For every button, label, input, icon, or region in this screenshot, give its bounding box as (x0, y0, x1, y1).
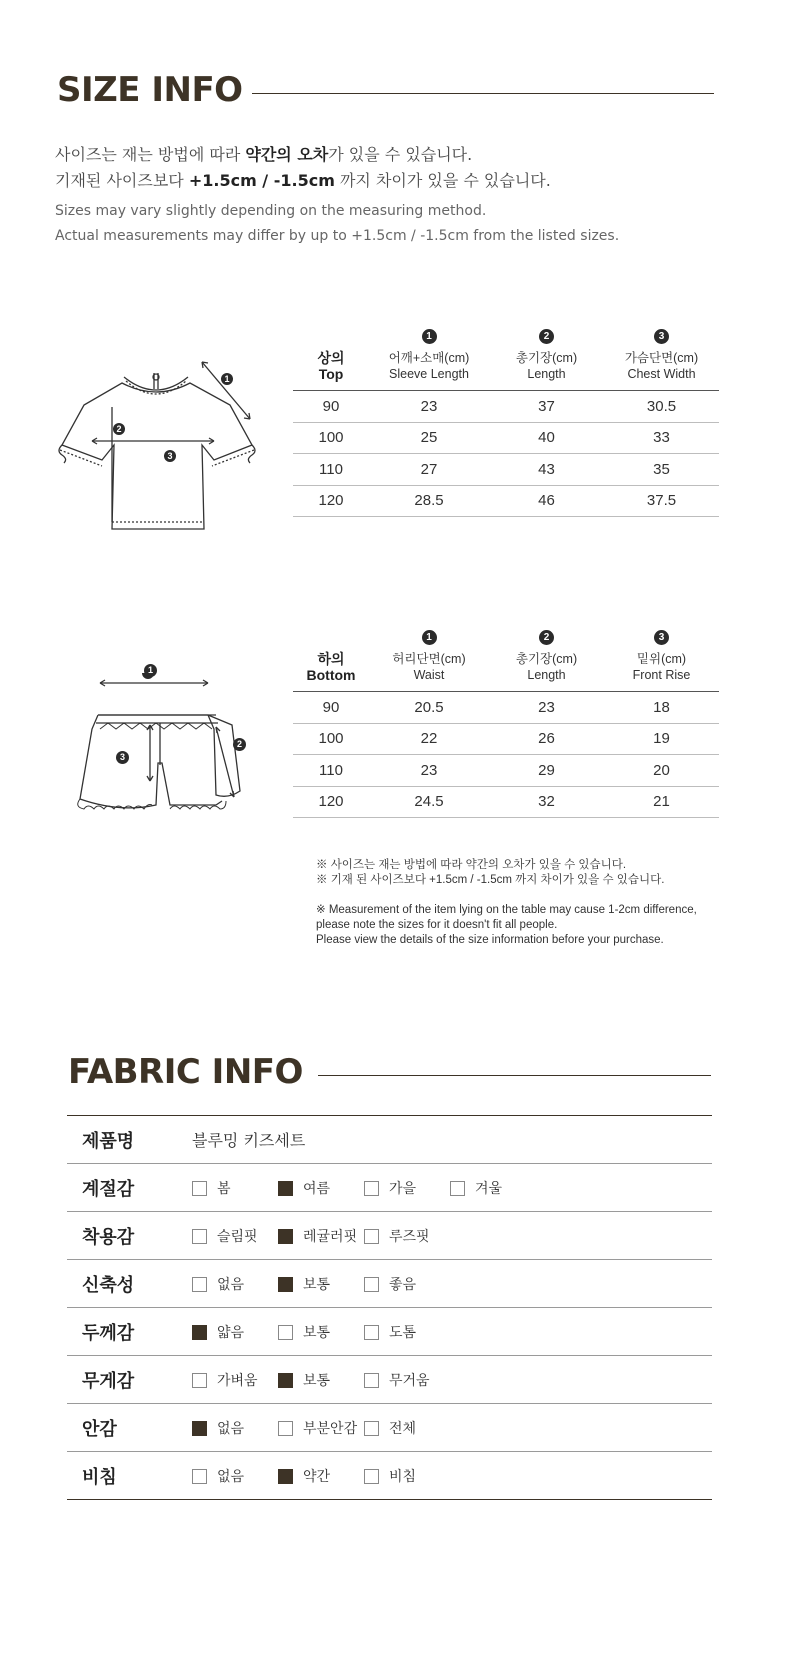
unchecked-box-icon[interactable] (450, 1181, 465, 1196)
checkbox-option[interactable] (364, 1322, 450, 1342)
checkbox-option[interactable] (278, 1418, 364, 1438)
checkbox-option[interactable] (192, 1418, 278, 1438)
fabric-row (67, 1260, 712, 1308)
fabric-row-options (191, 1452, 712, 1500)
diagram-top-marker-3: 3 (167, 451, 173, 461)
checkbox-option[interactable] (278, 1226, 364, 1246)
fabric-row-label: 두께감 (82, 1322, 135, 1344)
checkbox-option-label: 없음 (217, 1420, 245, 1437)
fabric-row-options (191, 1212, 712, 1260)
unchecked-box-icon[interactable] (192, 1277, 207, 1292)
checkbox-option[interactable] (278, 1370, 364, 1390)
fabric-row (67, 1164, 712, 1212)
bottom-col-3: 3 밑위(cm) Front Rise (632, 632, 691, 682)
fabric-row (67, 1404, 712, 1452)
fabric-row-options (191, 1404, 712, 1452)
top-col-1: 1 어깨+소매(cm) Sleeve Length (388, 331, 470, 381)
checkbox-option-label: 무거움 (389, 1372, 430, 1389)
fabric-row-label: 계절감 (82, 1178, 135, 1200)
number-badge-2: 2 (539, 329, 554, 344)
fabric-row-label: 무게감 (82, 1370, 135, 1392)
unchecked-box-icon[interactable] (192, 1469, 207, 1484)
diagram-bottom-marker-1: 1 (144, 664, 157, 677)
fabric-row (67, 1308, 712, 1356)
checkbox-option-label: 가벼움 (217, 1372, 258, 1389)
fabric-row (67, 1452, 712, 1500)
bottom-size-table (293, 628, 719, 818)
unchecked-box-icon[interactable] (192, 1229, 207, 1244)
checked-box-icon[interactable] (192, 1421, 207, 1436)
checkbox-option-label: 비침 (389, 1468, 417, 1485)
fabric-row-options (191, 1356, 712, 1404)
size-info-rule (252, 93, 714, 94)
fabric-row-label: 착용감 (82, 1226, 135, 1248)
top-table-label: 상의 Top (317, 350, 345, 382)
checkbox-option[interactable] (192, 1274, 278, 1294)
checkbox-option-label: 보통 (303, 1372, 331, 1389)
unchecked-box-icon[interactable] (364, 1181, 379, 1196)
size-note-en-line2: Actual measurements may differ by up to +1.5cm / -1.5cm from the listed sizes. (55, 228, 620, 244)
checkbox-option[interactable] (278, 1322, 364, 1342)
unchecked-box-icon[interactable] (192, 1181, 207, 1196)
table-row: 90 23 37 30.5 (293, 391, 719, 423)
top-garment-diagram (44, 357, 274, 547)
checkbox-option[interactable] (278, 1466, 364, 1486)
checked-box-icon[interactable] (278, 1469, 293, 1484)
diagram-bottom-marker-3: 3 (116, 751, 129, 764)
bottom-garment-diagram (66, 673, 286, 843)
bottom-col-2: 2 총기장(cm) Length (515, 632, 578, 682)
checked-box-icon[interactable] (192, 1325, 207, 1340)
unchecked-box-icon[interactable] (364, 1325, 379, 1340)
unchecked-box-icon[interactable] (364, 1469, 379, 1484)
checkbox-option[interactable] (192, 1370, 278, 1390)
checkbox-option[interactable] (278, 1178, 364, 1198)
fabric-row-label: 비침 (82, 1466, 117, 1488)
checkbox-option-label: 루즈핏 (389, 1228, 430, 1245)
table-row: 110 27 43 35 (293, 454, 719, 486)
unchecked-box-icon[interactable] (364, 1229, 379, 1244)
checkbox-option[interactable] (364, 1226, 450, 1246)
checkbox-option-label: 레귤러핏 (303, 1228, 358, 1245)
diagram-top-marker-1: 1 (224, 374, 230, 384)
fabric-info-title: FABRIC INFO (68, 1052, 303, 1092)
unchecked-box-icon[interactable] (278, 1421, 293, 1436)
number-badge-1: 1 (422, 329, 437, 344)
checkbox-option-label: 보통 (303, 1324, 331, 1341)
checkbox-option-label: 얇음 (217, 1324, 245, 1341)
checkbox-option-label: 전체 (389, 1420, 417, 1437)
checkbox-option[interactable] (192, 1322, 278, 1342)
checkbox-option[interactable] (192, 1226, 278, 1246)
checkbox-option[interactable] (364, 1178, 450, 1198)
checkbox-option-label: 가을 (389, 1180, 417, 1197)
checkbox-option-label: 여름 (303, 1180, 331, 1197)
checked-box-icon[interactable] (278, 1229, 293, 1244)
unchecked-box-icon[interactable] (278, 1325, 293, 1340)
checked-box-icon[interactable] (278, 1373, 293, 1388)
fabric-row-label: 신축성 (82, 1274, 135, 1296)
checkbox-option[interactable] (364, 1274, 450, 1294)
fabric-row-options (191, 1164, 712, 1212)
checkbox-option-label: 좋음 (389, 1276, 417, 1293)
checkbox-option-label: 없음 (217, 1468, 245, 1485)
size-notes: ※ 사이즈는 재는 방법에 따라 약간의 오차가 있을 수 있습니다. ※ 기재 된 사이즈보다 +1.5cm / -1.5cm 까지 차이가 있을 수 있습니다. ※ Measurement of the item lying on the table may cause 1-2cm difference, please note the sizes for it doesn't fit all people. Please view the details of the size information before your purchase. (316, 859, 697, 946)
checkbox-option[interactable] (364, 1466, 450, 1486)
checkbox-option-label: 도톰 (389, 1324, 417, 1341)
unchecked-box-icon[interactable] (364, 1421, 379, 1436)
fabric-row-label: 안감 (82, 1418, 117, 1440)
fabric-row (67, 1212, 712, 1260)
top-col-2: 2 총기장(cm) Length (515, 331, 578, 381)
top-size-table (293, 327, 719, 517)
checkbox-option[interactable] (192, 1466, 278, 1486)
checkbox-option-label: 보통 (303, 1276, 331, 1293)
top-col-3: 3 가슴단면(cm) Chest Width (624, 331, 699, 381)
fabric-info-table (67, 1115, 712, 1500)
product-name-row (67, 1116, 712, 1164)
table-row: 120 28.5 46 37.5 (293, 485, 719, 517)
checkbox-option[interactable] (450, 1178, 536, 1198)
fabric-info-rule (318, 1075, 711, 1076)
unchecked-box-icon[interactable] (364, 1373, 379, 1388)
checkbox-option[interactable] (278, 1274, 364, 1294)
checkbox-option-label: 봄 (217, 1180, 231, 1197)
table-row: 120 24.5 32 21 (293, 786, 719, 818)
checkbox-option-label: 없음 (217, 1276, 245, 1293)
bottom-col-1: 1 허리단면(cm) Waist (392, 632, 466, 682)
bottom-table-label: 하의 Bottom (306, 651, 356, 683)
product-name-label: 제품명 (82, 1130, 135, 1152)
size-note-en-line1: Sizes may vary slightly depending on the measuring method. (55, 203, 487, 219)
fabric-row (67, 1356, 712, 1404)
size-note-ko-line1: 사이즈는 재는 방법에 따라 약간의 오차가 있을 수 있습니다. (55, 145, 473, 164)
number-badge-1: 1 (422, 630, 437, 645)
checked-box-icon[interactable] (278, 1277, 293, 1292)
diagram-top-marker-2: 2 (116, 424, 122, 434)
fabric-row-options (191, 1260, 712, 1308)
checkbox-option-label: 겨울 (475, 1180, 503, 1197)
size-info-title: SIZE INFO (57, 70, 243, 110)
table-row: 100 25 40 33 (293, 422, 719, 454)
checkbox-option-label: 슬림핏 (217, 1228, 258, 1245)
checkbox-option-label: 약간 (303, 1468, 331, 1485)
size-note-ko-line2: 기재된 사이즈보다 +1.5cm / -1.5cm 까지 차이가 있을 수 있습니다. (55, 171, 551, 190)
diagram-bottom-marker-2: 2 (233, 738, 246, 751)
number-badge-3: 3 (654, 630, 669, 645)
unchecked-box-icon[interactable] (192, 1373, 207, 1388)
checkbox-option-label: 부분안감 (303, 1420, 358, 1437)
table-row: 100 22 26 19 (293, 723, 719, 755)
number-badge-3: 3 (654, 329, 669, 344)
checkbox-option[interactable] (192, 1178, 278, 1198)
table-row: 110 23 29 20 (293, 755, 719, 787)
checkbox-option[interactable] (364, 1418, 450, 1438)
checkbox-option[interactable] (364, 1370, 450, 1390)
unchecked-box-icon[interactable] (364, 1277, 379, 1292)
table-row: 90 20.5 23 18 (293, 692, 719, 724)
product-name-value: 블루밍 키즈세트 (192, 1131, 306, 1150)
fabric-row-options (191, 1308, 712, 1356)
number-badge-2: 2 (539, 630, 554, 645)
checked-box-icon[interactable] (278, 1181, 293, 1196)
